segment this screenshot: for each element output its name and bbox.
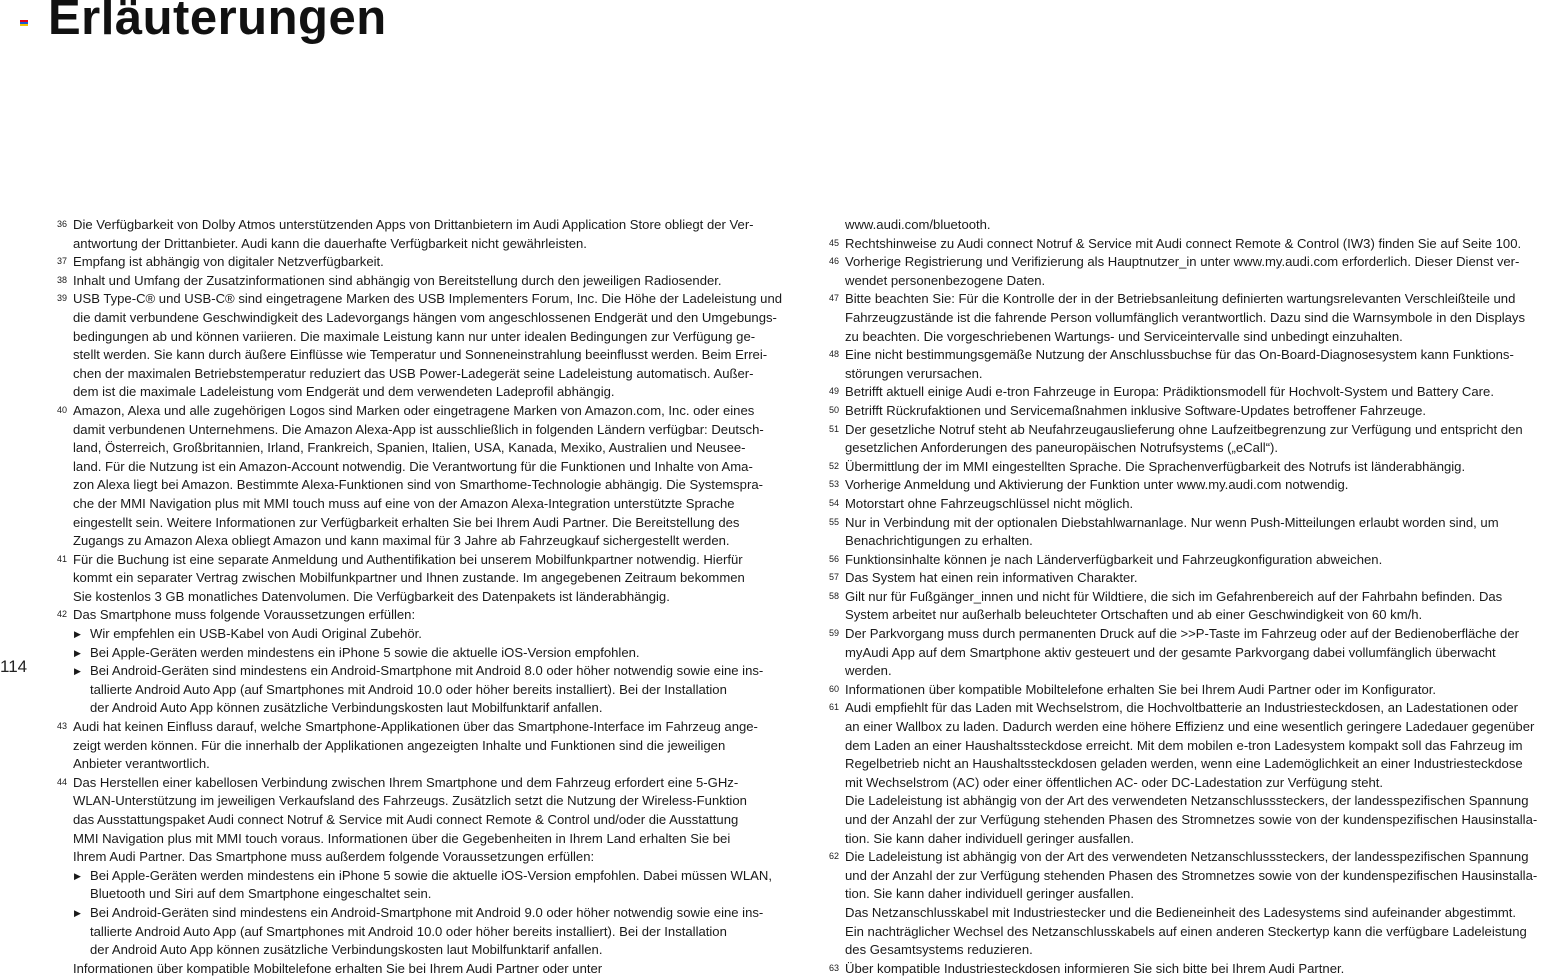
list-item-text-line: Bei Apple-Geräten werden mindestens ein iPhone 5 sowie die aktuelle iOS-Version empfohlen. Dabei müssen WLAN, <box>90 867 772 883</box>
footnote-text-line: kommt ein separater Vertrag zwischen Mobilfunkpartner und Ihnen zustande. Im angegebenen Zeitraum bekommen <box>73 570 745 586</box>
list-item <box>73 662 793 718</box>
page-title: Erläuterungen <box>48 0 387 45</box>
footnote <box>829 681 1547 700</box>
footnote-text-line: Der Parkvorgang muss durch permanenten Druck auf die >>P-Taste im Fahrzeug oder auf der Bedienoberfläche der <box>845 626 1519 642</box>
list-item <box>73 867 793 904</box>
footnote <box>829 402 1547 421</box>
footnote-number: 47 <box>829 293 840 304</box>
footnote-text-line: Informationen über kompatible Mobiltelefone erhalten Sie bei Ihrem Audi Partner oder unter <box>73 960 603 976</box>
footnote-text-line: Vorherige Registrierung und Verifizierung als Hauptnutzer_in unter www.my.audi.com erforderlich. Dieser Dienst ver- <box>845 254 1520 270</box>
footnote-text-line: Audi empfiehlt für das Laden mit Wechselstrom, die Hochvoltbatterie an Industriesteckdosen, an Ladestationen oder <box>845 700 1519 716</box>
footnote-text-line: zeigt werden können. Für die innerhalb der Applikationen angezeigten Inhalte und Funktionen sind die jeweiligen <box>73 737 726 753</box>
footnote-text-line: Funktionsinhalte können je nach Länderverfügbarkeit und Fahrzeugkonfiguration abweichen. <box>845 551 1383 567</box>
footnote-number: 46 <box>829 256 840 267</box>
footnotes-left-column <box>57 216 793 978</box>
footnote-text-line: werden. <box>845 663 892 679</box>
list-item-text-line: Bluetooth und Siri auf dem Smartphone eingeschaltet sein. <box>90 886 432 902</box>
footnote <box>829 346 1547 383</box>
footnote-text-line: www.audi.com/bluetooth. <box>845 217 991 232</box>
list-item-text-line: tallierte Android Auto App (auf Smartphones mit Android 10.0 oder höher bereits installiert). Bei der Installation <box>90 681 727 697</box>
list-item-text-line: Bei Apple-Geräten werden mindestens ein iPhone 5 sowie die aktuelle iOS-Version empfohlen. <box>90 644 640 660</box>
footnote-number: 45 <box>829 237 840 248</box>
footnote-text-line: tion. Sie kann daher individuell geringer ausfallen. <box>845 830 1134 846</box>
footnote <box>57 216 793 253</box>
footnote-number: 38 <box>57 274 68 285</box>
footnote-number: 43 <box>57 721 68 732</box>
footnote-text-line: mit Wechselstrom (AC) oder einer öffentlichen AC- oder DC-Ladestation zur Verfügung steht. <box>845 774 1384 790</box>
footnote-text-line: Sie kostenlos 3 GB monatliches Datenvolumen. Die Verfügbarkeit des Datenpakets ist länderabhängig. <box>73 588 670 604</box>
footnote-number: 36 <box>57 219 68 229</box>
footnote-text-line: dem ist die maximale Ladeleistung vom Endgerät und dem verwendeten Ladeprofil abhängig. <box>73 384 615 400</box>
footnote-text-line: Ein nachträglicher Wechsel des Netzanschlusskabels auf einen anderen Steckertyp kann die verfügbare Ladeleistung <box>845 923 1527 939</box>
footnote <box>829 960 1547 979</box>
list-item-text-line: der Android Auto App können zusätzliche Verbindungskosten laut Mobilfunktarif anfallen. <box>90 700 603 716</box>
footnote-text-line: che der MMI Navigation plus mit MMI touch muss auf eine von der Amazon Alexa-Integration unterstützte Sprache <box>73 495 735 511</box>
footnote-text-line: antwortung der Drittanbieter. Audi kann die dauerhafte Verfügbarkeit nicht gewährleisten. <box>73 235 587 251</box>
list-item <box>73 625 793 644</box>
footnote-text-line: Informationen über kompatible Mobiltelefone erhalten Sie bei Ihrem Audi Partner oder im Konfigurator. <box>845 681 1437 697</box>
footnote-text-line: WLAN-Unterstützung im jeweiligen Verkaufsland des Fahrzeugs. Zusätzlich setzt die Nutzung der Wireless-Funktion <box>73 793 747 809</box>
footnote-number: 63 <box>829 962 840 973</box>
flag-stripe <box>20 24 28 26</box>
footnote-text-line: störungen verursachen. <box>845 365 983 381</box>
footnote-text-line: Amazon, Alexa und alle zugehörigen Logos sind Marken oder eingetragene Marken von Amazon.com, Inc. oder eines <box>73 402 755 418</box>
footnote-number: 60 <box>829 683 840 694</box>
footnote-text-line: Benachrichtigungen zu erhalten. <box>845 533 1033 549</box>
footnote <box>829 383 1547 402</box>
footnote-number: 59 <box>829 628 840 639</box>
footnote <box>57 606 793 718</box>
footnote-text-line: Zugangs zu Amazon Alexa obliegt Amazon und kann maximal für 3 Jahre ab Fahrzeugkauf sichergestellt werden. <box>73 533 730 549</box>
footnote-number: 37 <box>57 256 68 267</box>
footnote-number: 42 <box>57 609 68 620</box>
footnote <box>829 476 1547 495</box>
footnote-text-line: gesetzlichen Anforderungen des paneuropäischen Notrufsystems („eCall“). <box>845 440 1279 456</box>
footnote-text-line: Ihrem Audi Partner. Das Smartphone muss außerdem folgende Voraussetzungen erfüllen: <box>73 849 595 865</box>
footnote-text-line: Fahrzeugzustände ist die fahrende Person vollumfänglich verantwortlich. Dazu sind die Warnsymbole in den Displays <box>845 309 1526 325</box>
footnote <box>829 290 1547 346</box>
footnote <box>829 848 1547 960</box>
footnote <box>829 421 1547 458</box>
footnote-number: 48 <box>829 349 840 360</box>
footnote-number: 49 <box>829 386 840 397</box>
list-item-text-line: Bei Android-Geräten sind mindestens ein Android-Smartphone mit Android 9.0 oder höher notwendig sowie eine ins- <box>90 904 764 920</box>
footnote <box>57 272 793 291</box>
footnote-number: 52 <box>829 460 840 471</box>
arrow-bullet-icon: ▶ <box>74 629 81 640</box>
footnote <box>829 216 1547 235</box>
footnote-text-line: USB Type-C® und USB-C® sind eingetragene Marken des USB Implementers Forum, Inc. Die Höhe der Ladeleistung und <box>73 291 783 307</box>
footnote <box>57 290 793 402</box>
footnote-text-line: Über kompatible Industriesteckdosen informieren Sie sich bitte bei Ihrem Audi Partner. <box>845 960 1345 976</box>
footnote-number: 58 <box>829 590 840 601</box>
footnote-text-line: das Ausstattungspaket Audi connect Notruf & Service mit Audi connect Remote & Control und/oder die Ausstattung <box>73 812 739 827</box>
footnote-number: 44 <box>57 776 68 787</box>
footnote <box>57 718 793 774</box>
footnote-text-line: Regelbetrieb nicht an Haushaltssteckdosen geladen werden, wenn eine Lademöglichkeit an einer Industriesteckdose <box>845 756 1523 772</box>
footnote <box>57 253 793 272</box>
footnote <box>829 551 1547 570</box>
footnote-text-line: wendet personenbezogene Daten. <box>845 272 1046 288</box>
footnote-text-line: Nur in Verbindung mit der optionalen Diebstahlwarnanlage. Nur wenn Push-Mitteilungen erlaubt worden sind, um <box>845 514 1499 530</box>
footnote-text-line: Audi hat keinen Einfluss darauf, welche Smartphone-Applikationen über das Smartphone-Interface im Fahrzeug ange- <box>73 719 758 735</box>
footnote-number: 56 <box>829 553 840 564</box>
language-flag-icon <box>20 20 28 26</box>
arrow-bullet-icon: ▶ <box>74 666 81 677</box>
footnote-text-line: und der Anzahl der zur Verfügung stehenden Phasen des Stromnetzes sowie von der kundenspezifischen Hausinstalla- <box>845 812 1538 827</box>
footnote <box>57 551 793 607</box>
footnote <box>829 253 1547 290</box>
footnote-text-line: Der gesetzliche Notruf steht ab Neufahrzeugauslieferung ohne Laufzeitbegrenzung zur Verfügung und entspricht den <box>845 421 1523 437</box>
footnote-text-line: Motorstart ohne Fahrzeugschlüssel nicht möglich. <box>845 495 1134 511</box>
footnote <box>829 458 1547 477</box>
footnote-text-line: myAudi App auf dem Smartphone aktiv gesteuert und der gesamte Parkvorgang dabei vollumfänglich überwacht <box>845 644 1496 660</box>
footnote-text-line: und der Anzahl der zur Verfügung stehenden Phasen des Stromnetzes sowie von der kundenspezifischen Hausinstalla- <box>845 867 1538 883</box>
footnote-number: 55 <box>829 516 840 527</box>
footnote-text-line: des Gesamtsystems reduzieren. <box>845 942 1033 958</box>
footnote-number: 61 <box>829 702 840 713</box>
footnote-number: 62 <box>829 851 840 862</box>
list-item <box>73 644 793 663</box>
page-number: 114 <box>0 657 28 676</box>
footnote-text-line: zon Alexa liegt bei Amazon. Bestimmte Alexa-Funktionen sind von Smarthome-Technologie abhängig. Die Systemspra- <box>73 477 763 493</box>
footnote <box>829 588 1547 625</box>
arrow-bullet-icon: ▶ <box>74 907 81 918</box>
list-item-text-line: Wir empfehlen ein USB-Kabel von Audi Original Zubehör. <box>90 626 422 642</box>
footnote-text-line: Eine nicht bestimmungsgemäße Nutzung der Anschlussbuchse für das On-Board-Diagnosesystem kann Funktions- <box>845 347 1514 363</box>
footnote-text-line: Die Verfügbarkeit von Dolby Atmos unterstützenden Apps von Drittanbietern im Audi Application Store obliegt der Ver- <box>73 217 754 232</box>
list-item-text-line: Bei Android-Geräten sind mindestens ein Android-Smartphone mit Android 8.0 oder höher notwendig sowie eine ins- <box>90 663 764 679</box>
footnote-text-line: Das Herstellen einer kabellosen Verbindung zwischen Ihrem Smartphone und dem Fahrzeug erfordert eine 5-GHz- <box>73 774 739 790</box>
footnote <box>829 495 1547 514</box>
footnote-number: 40 <box>57 404 68 415</box>
footnote-text-line: bedingungen ab und können variieren. Die maximale Leistung kann nur unter idealen Bedingungen zur Verfügung ge- <box>73 328 756 344</box>
footnote-text-line: Übermittlung der im MMI eingestellten Sprache. Die Sprachenverfügbarkeit des Notrufs ist länderabhängig. <box>845 458 1466 474</box>
footnote-number: 54 <box>829 497 840 508</box>
footnote-text-line: Betrifft aktuell einige Audi e-tron Fahrzeuge in Europa: Prädiktionsmodell für Hochvolt-System und Battery Care. <box>845 384 1494 400</box>
footnote <box>829 699 1547 848</box>
footnote-text-line: stellt werden. Sie kann durch äußere Einflüsse wie Temperatur und Sonneneinstrahlung beeinflusst werden. Beim Errei- <box>73 347 768 363</box>
footnote-number: 51 <box>829 423 840 434</box>
footnote-number: 39 <box>57 293 68 304</box>
footnote-text-line: Die Ladeleistung ist abhängig von der Art des verwendeten Netzanschlusssteckers, der landesspezifischen Spannung <box>845 849 1529 865</box>
footnote-text-line: dem Laden an einer Haushaltssteckdose erreicht. Mit dem mobilen e-tron Ladesystem kompakt soll das Fahrzeug im <box>845 737 1523 753</box>
footnote-text-line: Die Ladeleistung ist abhängig von der Art des verwendeten Netzanschlusssteckers, der landesspezifischen Spannung <box>845 793 1529 809</box>
footnote-text-line: an einer Wallbox zu laden. Dadurch werden eine höhere Effizienz und eine wesentlich geringere Ladedauer gegenüber <box>845 719 1535 735</box>
footnote-text-line: Anbieter verantwortlich. <box>73 756 210 772</box>
footnotes-right-column <box>829 216 1547 978</box>
footnote-text-line: tion. Sie kann daher individuell geringer ausfallen. <box>845 886 1134 902</box>
footnote-text-line: Gilt nur für Fußgänger_innen und nicht für Wildtiere, die sich im Gefahrenbereich auf der Fahrbahn befinden. Das <box>845 588 1503 604</box>
footnote-text-line: MMI Navigation plus mit MMI touch voraus. Informationen über die Gegebenheiten in Ihrem Land erhalten Sie bei <box>73 830 731 846</box>
list-item-text-line: tallierte Android Auto App (auf Smartphones mit Android 10.0 oder höher bereits installiert). Bei der Installation <box>90 923 727 939</box>
footnote-number: 53 <box>829 479 840 490</box>
footnote-text-line: Vorherige Anmeldung und Aktivierung der Funktion unter www.my.audi.com notwendig. <box>845 477 1349 493</box>
footnote-number: 41 <box>57 553 68 564</box>
list-item-text-line: der Android Auto App können zusätzliche Verbindungskosten laut Mobilfunktarif anfallen. <box>90 942 603 958</box>
list-item <box>73 904 793 960</box>
footnote-text-line: Rechtshinweise zu Audi connect Notruf & Service mit Audi connect Remote & Control (IW3) finden Sie auf Seite 100. <box>845 235 1522 251</box>
arrow-bullet-icon: ▶ <box>74 870 81 881</box>
footnote-text-line: chen der maximalen Betriebstemperatur reduziert das USB Power-Ladegerät seine Ladeleistung automatisch. Außer- <box>73 365 754 381</box>
footnote-text-line: System arbeitet nur außerhalb beleuchteter Ortschaften und ab einer Geschwindigkeit von 60 km/h. <box>845 607 1423 623</box>
footnote-text-line: eingestellt sein. Weitere Informationen zur Verfügbarkeit erhalten Sie bei Ihrem Audi Partner. Die Bereitstellung des <box>73 514 740 530</box>
footnote <box>829 569 1547 588</box>
footnote <box>829 514 1547 551</box>
arrow-bullet-icon: ▶ <box>74 647 81 658</box>
footnote-number: 50 <box>829 404 840 415</box>
footnote <box>57 774 793 979</box>
footnote-number: 57 <box>829 572 840 583</box>
footnote-text-line: die damit verbundene Geschwindigkeit des Ladevorgangs hängen vom angeschlossenen Endgerät und den Umgebungs- <box>73 309 777 325</box>
footnote-text-line: Das System hat einen rein informativen Charakter. <box>845 570 1138 586</box>
footnote-text-line: Das Netzanschlusskabel mit Industriestecker und die Bedieneinheit des Ladesystems sind aufeinander abgestimmt. <box>845 904 1517 920</box>
footnote-text-line: Empfang ist abhängig von digitaler Netzverfügbarkeit. <box>73 254 384 270</box>
footnote-text-line: Für die Buchung ist eine separate Anmeldung und Authentifikation bei unserem Mobilfunkpartner notwendig. Hierfür <box>73 551 743 567</box>
footnote <box>57 402 793 551</box>
footnote-text-line: Betrifft Rückrufaktionen und Servicemaßnahmen inklusive Software-Updates betroffener Fahrzeuge. <box>845 402 1427 418</box>
footnote-text-line: Inhalt und Umfang der Zusatzinformationen sind abhängig von Bereitstellung durch den jeweiligen Radiosender. <box>73 272 722 288</box>
footnote-text-line: land, Österreich, Großbritannien, Irland, Frankreich, Spanien, Italien, USA, Kanada, Mexiko, Australien und Neusee- <box>73 440 746 456</box>
footnote <box>829 625 1547 681</box>
footnote-text-line: Das Smartphone muss folgende Voraussetzungen erfüllen: <box>73 607 416 623</box>
footnote-text-line: land. Für die Nutzung ist ein Amazon-Account notwendig. Die Verantwortung für die Funktionen und Inhalte von Ama- <box>73 458 753 474</box>
footnote-text-line: damit verbundenen Unternehmens. Die Amazon Alexa-App ist ausschließlich in folgenden Ländern verfügbar: Deutsch- <box>73 421 764 437</box>
footnote-text-line: Bitte beachten Sie: Für die Kontrolle der in der Betriebsanleitung definierten wartungsrelevanten Verschleißteile und <box>845 291 1516 307</box>
footnote <box>829 235 1547 254</box>
footnote-text-line: zu beachten. Die vorgeschriebenen Wartungs- und Serviceintervalle sind unbedingt einzuhalten. <box>845 328 1403 344</box>
